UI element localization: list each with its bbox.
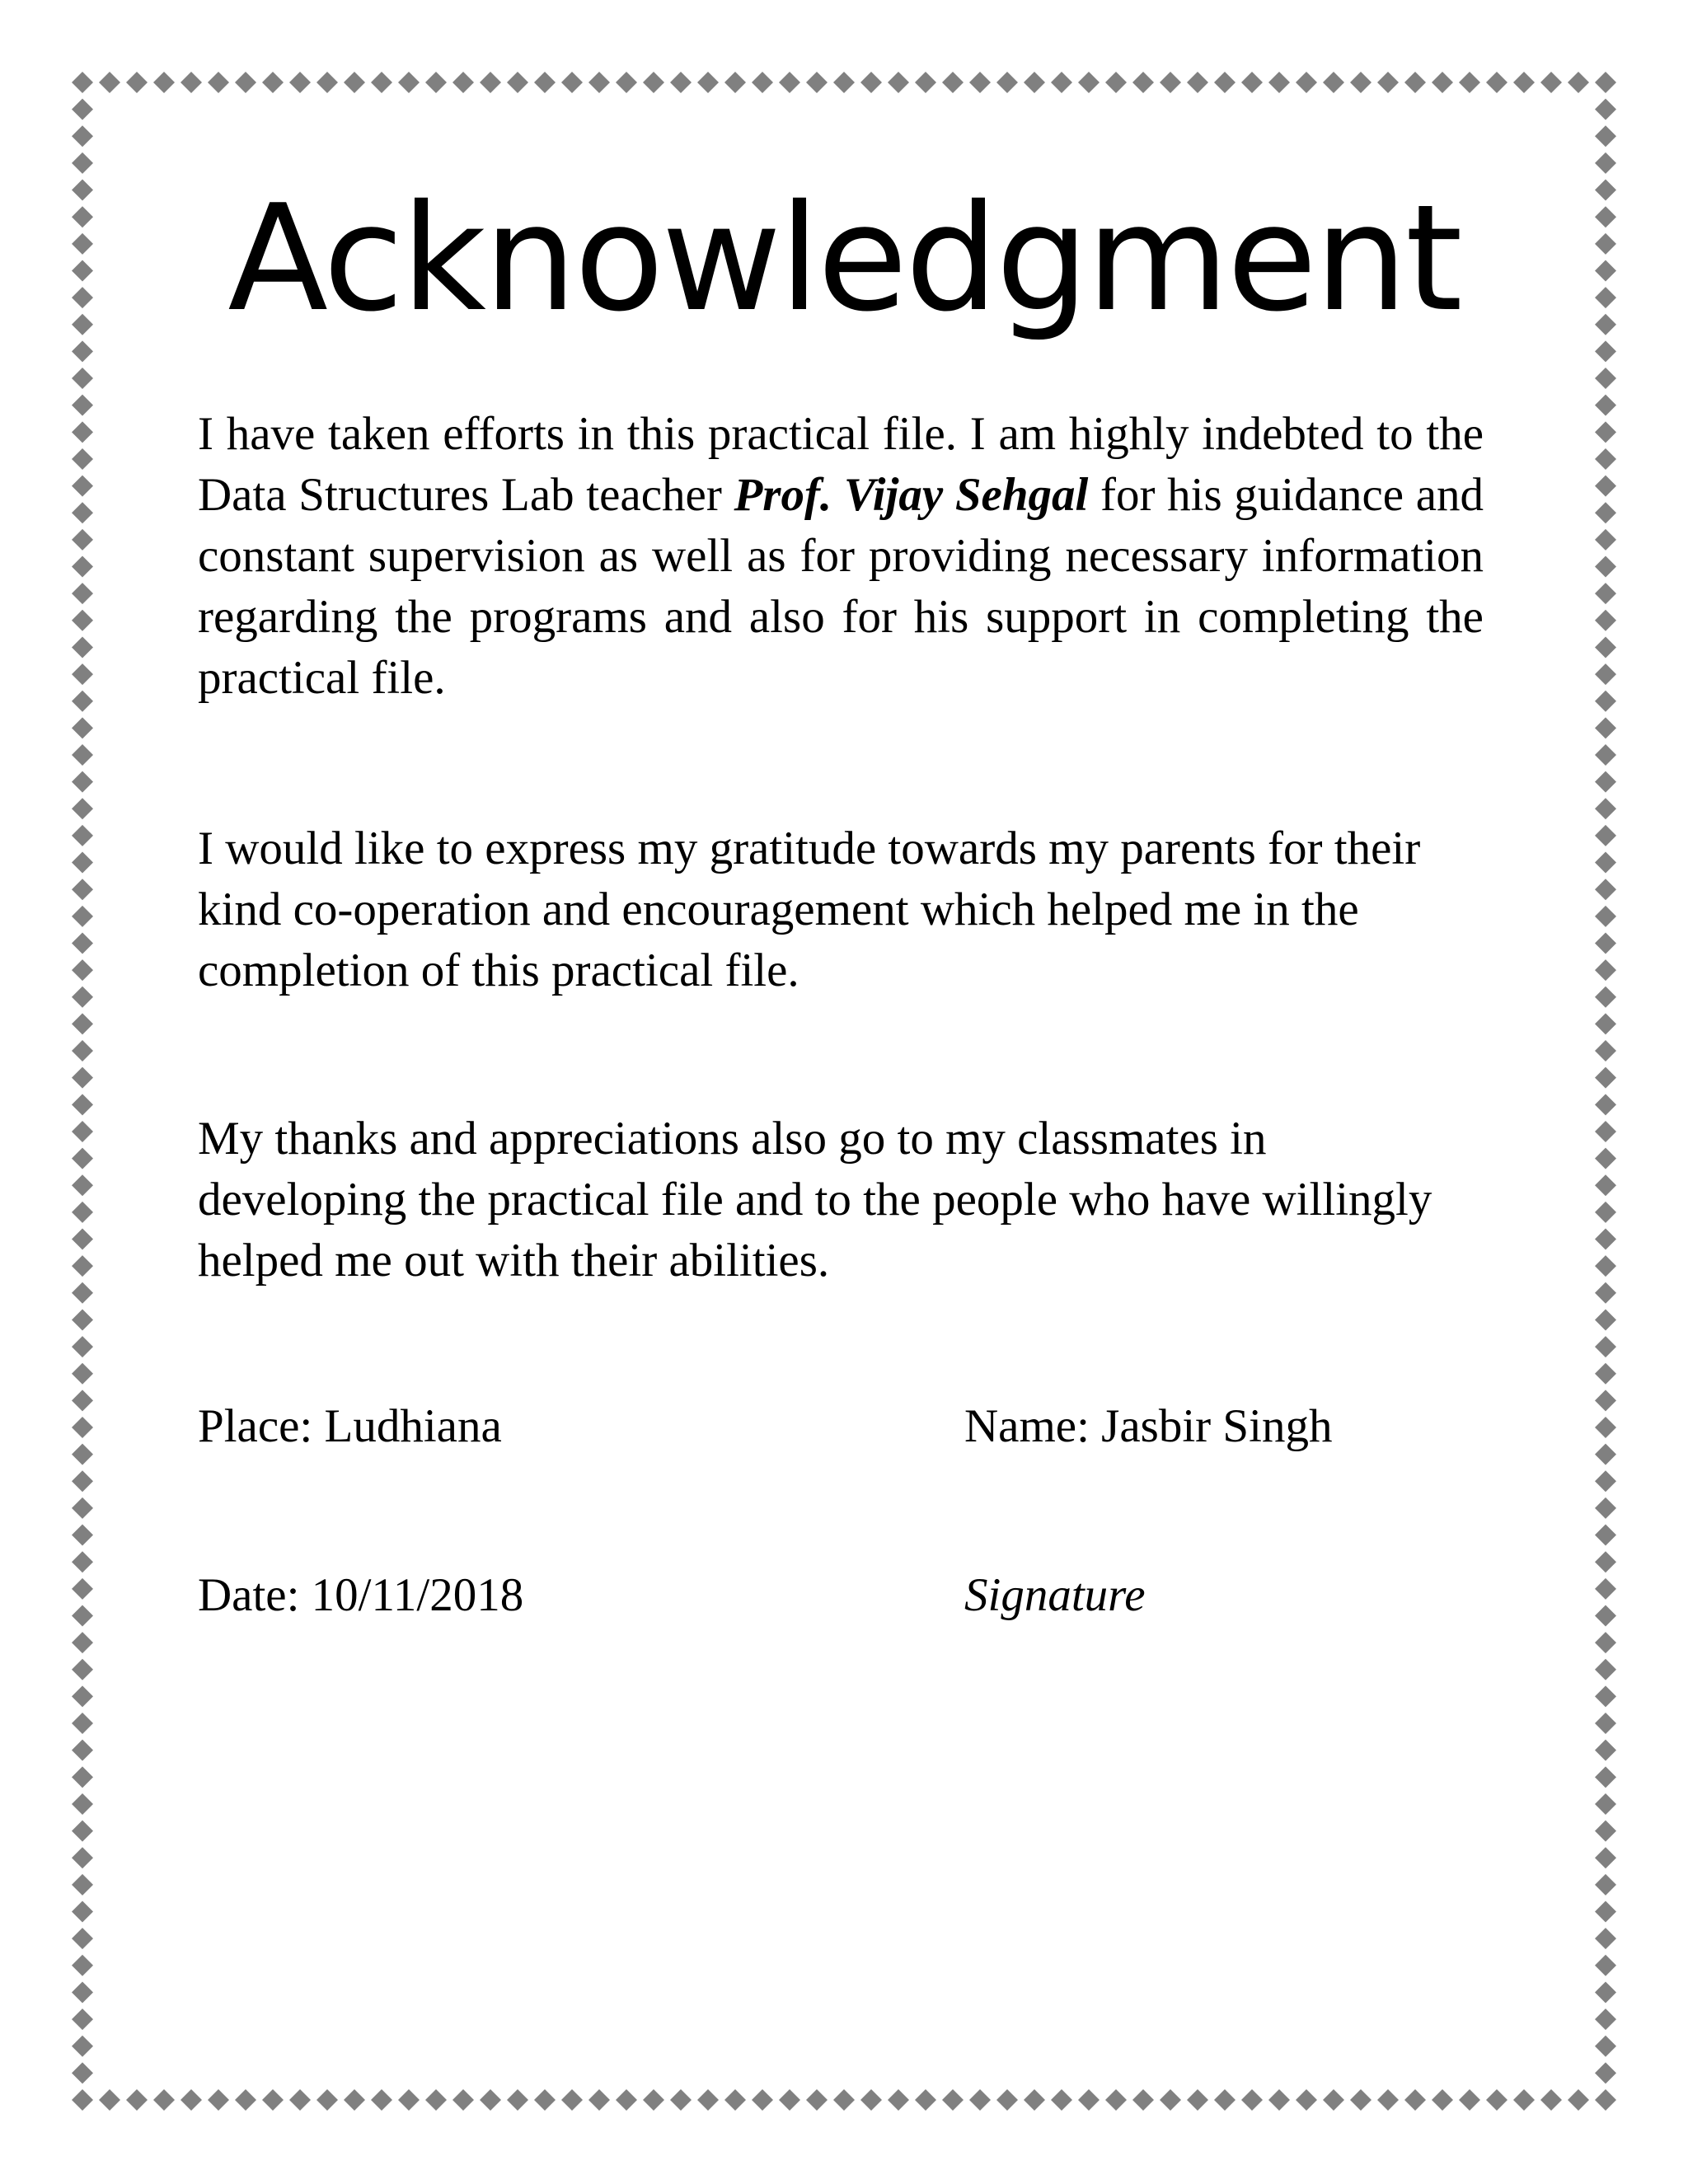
border-diamond xyxy=(72,1847,93,1868)
border-diamond xyxy=(1595,340,1616,362)
border-diamond xyxy=(1595,2008,1616,2030)
border-diamond xyxy=(72,340,93,362)
border-diamond xyxy=(72,1551,93,1572)
border-diamond xyxy=(262,2089,284,2111)
border-diamond xyxy=(72,798,93,819)
border-diamond xyxy=(289,2089,311,2111)
border-diamond xyxy=(1595,1821,1616,1842)
border-diamond xyxy=(507,72,528,93)
border-diamond xyxy=(1595,663,1616,685)
border-diamond xyxy=(806,72,828,93)
border-diamond xyxy=(670,72,692,93)
border-diamond xyxy=(425,2089,447,2111)
border-diamond xyxy=(1595,879,1616,900)
border-diamond xyxy=(1187,2089,1208,2111)
border-diamond xyxy=(1486,72,1507,93)
border-diamond xyxy=(996,72,1018,93)
border-diamond xyxy=(1241,2089,1263,2111)
border-diamond xyxy=(1268,2089,1290,2111)
border-diamond xyxy=(969,2089,991,2111)
border-diamond xyxy=(1187,72,1208,93)
border-diamond xyxy=(289,72,311,93)
border-diamond xyxy=(1595,1067,1616,1089)
border-diamond xyxy=(72,879,93,900)
border-diamond xyxy=(72,1874,93,1896)
border-diamond xyxy=(72,448,93,470)
border-diamond xyxy=(1377,72,1399,93)
border-diamond xyxy=(72,1928,93,1949)
name-label: Name: Jasbir Singh xyxy=(964,1400,1333,1452)
border-diamond xyxy=(1595,1363,1616,1385)
border-diamond xyxy=(1486,2089,1507,2111)
border-diamond xyxy=(833,2089,855,2111)
paragraph-gratitude-parents: I would like to express my gratitude towards my parents for their kind co-operation and encouragement which helped me in the completion of this practical file. xyxy=(198,823,1421,996)
border-diamond xyxy=(1595,987,1616,1008)
border-diamond xyxy=(1595,1470,1616,1492)
border-diamond xyxy=(72,1417,93,1438)
border-diamond xyxy=(72,906,93,927)
border-diamond xyxy=(534,2089,556,2111)
border-diamond xyxy=(1595,1282,1616,1304)
border-diamond xyxy=(1323,2089,1344,2111)
paragraph-thanks-classmates: My thanks and appreciations also go to my classmates in developing the practical file and to the people who have willingly helped me out with their abilities. xyxy=(198,1113,1432,1286)
border-diamond xyxy=(72,1148,93,1169)
border-diamond xyxy=(126,2089,148,2111)
border-diamond xyxy=(643,2089,664,2111)
border-diamond xyxy=(806,2089,828,2111)
border-diamond xyxy=(72,72,93,93)
border-diamond xyxy=(72,1632,93,1653)
border-diamond xyxy=(235,72,256,93)
border-diamond xyxy=(72,1713,93,1734)
border-diamond xyxy=(888,2089,909,2111)
border-diamond xyxy=(1160,72,1181,93)
border-diamond xyxy=(1132,72,1154,93)
border-diamond xyxy=(1595,1121,1616,1142)
border-diamond xyxy=(1595,1525,1616,1546)
border-diamond xyxy=(72,395,93,416)
border-diamond xyxy=(1595,1766,1616,1788)
border-diamond xyxy=(72,1309,93,1330)
border-diamond xyxy=(588,2089,610,2111)
border-diamond xyxy=(1595,1659,1616,1680)
border-diamond xyxy=(1595,1847,1616,1868)
border-diamond xyxy=(1105,2089,1127,2111)
border-diamond xyxy=(72,556,93,578)
border-diamond xyxy=(1595,556,1616,578)
border-diamond xyxy=(616,2089,637,2111)
border-diamond xyxy=(1051,2089,1072,2111)
border-diamond xyxy=(1595,125,1616,147)
teacher-name: Prof. Vijay Sehgal xyxy=(734,469,1089,521)
border-diamond xyxy=(1595,72,1616,93)
border-diamond xyxy=(697,72,719,93)
border-diamond xyxy=(72,1766,93,1788)
border-diamond xyxy=(1595,852,1616,874)
border-diamond xyxy=(72,1901,93,1923)
border-diamond xyxy=(72,825,93,846)
border-diamond xyxy=(1595,1094,1616,1115)
border-diamond xyxy=(72,1525,93,1546)
border-diamond xyxy=(752,72,773,93)
border-diamond xyxy=(72,1793,93,1815)
border-diamond xyxy=(1568,2089,1589,2111)
border-diamond xyxy=(72,1336,93,1357)
border-diamond xyxy=(235,2089,256,2111)
border-diamond xyxy=(1595,1336,1616,1357)
border-diamond xyxy=(1595,744,1616,766)
border-diamond xyxy=(72,1390,93,1411)
border-diamond xyxy=(72,610,93,631)
border-diamond xyxy=(588,72,610,93)
border-diamond xyxy=(1595,1174,1616,1196)
border-diamond xyxy=(72,2036,93,2057)
border-diamond xyxy=(1595,932,1616,954)
border-diamond xyxy=(724,72,746,93)
border-diamond xyxy=(1404,2089,1426,2111)
border-diamond xyxy=(72,1659,93,1680)
place-label: Place: Ludhiana xyxy=(198,1400,502,1452)
border-diamond xyxy=(1595,1685,1616,1707)
border-diamond xyxy=(72,1470,93,1492)
border-diamond xyxy=(996,2089,1018,2111)
border-diamond xyxy=(72,1685,93,1707)
border-diamond xyxy=(1024,2089,1045,2111)
border-diamond xyxy=(1595,1740,1616,1761)
border-diamond xyxy=(1105,72,1127,93)
border-diamond xyxy=(72,1605,93,1626)
border-diamond xyxy=(1595,1605,1616,1626)
border-diamond xyxy=(670,2089,692,2111)
border-diamond xyxy=(1350,72,1372,93)
border-diamond xyxy=(72,368,93,389)
border-diamond xyxy=(1595,1148,1616,1169)
border-diamond xyxy=(1595,1632,1616,1653)
border-diamond xyxy=(969,72,991,93)
border-diamond xyxy=(888,72,909,93)
border-diamond xyxy=(1214,72,1236,93)
page-title: Acknowledgment xyxy=(227,173,1461,344)
border-diamond xyxy=(1595,1040,1616,1062)
border-diamond xyxy=(72,852,93,874)
border-diamond xyxy=(1404,72,1426,93)
border-diamond xyxy=(1595,1981,1616,2003)
border-diamond xyxy=(452,72,474,93)
border-diamond xyxy=(1432,2089,1453,2111)
border-diamond xyxy=(1595,368,1616,389)
border-diamond xyxy=(1595,1390,1616,1411)
border-diamond xyxy=(72,1981,93,2003)
border-diamond xyxy=(208,2089,229,2111)
border-diamond xyxy=(724,2089,746,2111)
border-diamond xyxy=(1350,2089,1372,2111)
border-diamond xyxy=(534,72,556,93)
border-diamond xyxy=(1595,1793,1616,1815)
border-diamond xyxy=(208,72,229,93)
border-diamond xyxy=(1513,2089,1535,2111)
border-diamond xyxy=(860,72,882,93)
border-diamond xyxy=(1513,72,1535,93)
border-diamond xyxy=(1459,2089,1480,2111)
border-diamond xyxy=(1024,72,1045,93)
border-diamond xyxy=(262,72,284,93)
border-diamond xyxy=(72,2089,93,2111)
border-diamond xyxy=(1595,583,1616,604)
border-diamond xyxy=(1595,502,1616,523)
border-diamond xyxy=(1595,1874,1616,1896)
border-diamond xyxy=(561,72,583,93)
border-diamond xyxy=(1595,1417,1616,1438)
border-diamond xyxy=(1595,395,1616,416)
border-diamond xyxy=(72,1578,93,1600)
border-diamond xyxy=(480,2089,501,2111)
border-diamond xyxy=(1595,959,1616,981)
border-diamond xyxy=(371,2089,392,2111)
border-diamond xyxy=(1595,906,1616,927)
border-diamond xyxy=(1595,476,1616,497)
border-diamond xyxy=(371,72,392,93)
border-diamond xyxy=(72,583,93,604)
border-diamond xyxy=(316,72,338,93)
border-diamond xyxy=(1078,2089,1100,2111)
border-diamond xyxy=(452,2089,474,2111)
border-diamond xyxy=(1323,72,1344,93)
border-diamond xyxy=(833,72,855,93)
border-diamond xyxy=(1595,529,1616,551)
border-diamond xyxy=(72,2062,93,2083)
border-diamond xyxy=(1160,2089,1181,2111)
border-diamond xyxy=(752,2089,773,2111)
border-diamond xyxy=(507,2089,528,2111)
border-diamond xyxy=(72,125,93,147)
signature-label: Signature xyxy=(964,1569,1146,1621)
border-diamond xyxy=(72,1121,93,1142)
border-diamond xyxy=(860,2089,882,2111)
border-diamond xyxy=(1595,1255,1616,1277)
border-diamond xyxy=(643,72,664,93)
border-diamond xyxy=(344,72,365,93)
border-diamond xyxy=(72,663,93,685)
border-diamond xyxy=(1241,72,1263,93)
border-diamond xyxy=(72,1202,93,1223)
border-diamond xyxy=(72,1229,93,1250)
paragraph-1-start: I have taken efforts in this practical file. I am highly indebted to the Data Structures Lab teacher xyxy=(198,408,1484,521)
border-diamond xyxy=(1595,1551,1616,1572)
border-diamond xyxy=(1377,2089,1399,2111)
border-diamond xyxy=(1595,1497,1616,1519)
border-diamond xyxy=(72,717,93,738)
border-diamond xyxy=(1595,1955,1616,1976)
border-diamond xyxy=(72,1013,93,1034)
border-diamond xyxy=(398,72,420,93)
border-diamond xyxy=(1595,1309,1616,1330)
date-label: Date: 10/11/2018 xyxy=(198,1569,524,1621)
border-diamond xyxy=(72,1282,93,1304)
border-diamond xyxy=(72,691,93,712)
border-diamond xyxy=(1595,1928,1616,1949)
border-diamond xyxy=(398,2089,420,2111)
border-diamond xyxy=(344,2089,365,2111)
border-diamond xyxy=(1540,72,1562,93)
border-diamond xyxy=(1595,2062,1616,2083)
border-diamond xyxy=(616,72,637,93)
border-diamond xyxy=(72,1363,93,1385)
border-diamond xyxy=(1595,448,1616,470)
border-diamond xyxy=(915,2089,936,2111)
border-diamond xyxy=(72,476,93,497)
border-diamond xyxy=(72,1955,93,1976)
border-diamond xyxy=(942,72,964,93)
border-diamond xyxy=(72,1444,93,1465)
border-diamond xyxy=(181,2089,202,2111)
border-diamond xyxy=(561,2089,583,2111)
border-diamond xyxy=(72,421,93,443)
border-diamond xyxy=(1568,72,1589,93)
border-diamond xyxy=(1595,825,1616,846)
border-diamond xyxy=(1595,421,1616,443)
border-diamond xyxy=(72,1174,93,1196)
border-diamond xyxy=(1296,72,1317,93)
paragraph-indebted xyxy=(198,404,1484,709)
border-diamond xyxy=(1595,2036,1616,2057)
border-diamond xyxy=(1595,798,1616,819)
border-diamond xyxy=(1132,2089,1154,2111)
border-diamond xyxy=(72,152,93,174)
border-diamond xyxy=(153,72,175,93)
border-diamond xyxy=(99,72,120,93)
border-diamond xyxy=(1595,1202,1616,1223)
border-diamond xyxy=(72,636,93,658)
border-diamond xyxy=(1595,1713,1616,1734)
border-diamond xyxy=(425,72,447,93)
border-diamond xyxy=(72,99,93,120)
border-diamond xyxy=(72,1040,93,1062)
border-diamond xyxy=(72,959,93,981)
paragraph-1-end: for his guidance and constant supervision as well as for providing necessary information regarding the programs and also for his support in completing the practical file. xyxy=(198,469,1484,704)
border-diamond xyxy=(1078,72,1100,93)
border-diamond xyxy=(1051,72,1072,93)
border-diamond xyxy=(1214,2089,1236,2111)
border-diamond xyxy=(72,744,93,766)
border-diamond xyxy=(1595,152,1616,174)
border-diamond xyxy=(72,529,93,551)
border-diamond xyxy=(1595,99,1616,120)
border-diamond xyxy=(181,72,202,93)
border-diamond xyxy=(1595,1229,1616,1250)
border-diamond xyxy=(99,2089,120,2111)
border-diamond xyxy=(153,2089,175,2111)
border-diamond xyxy=(1595,771,1616,793)
border-diamond xyxy=(72,502,93,523)
border-diamond xyxy=(1432,72,1453,93)
border-diamond xyxy=(1595,691,1616,712)
border-diamond xyxy=(1595,1901,1616,1923)
border-diamond xyxy=(1595,1578,1616,1600)
border-diamond xyxy=(779,72,800,93)
border-diamond xyxy=(1595,610,1616,631)
border-diamond xyxy=(72,987,93,1008)
border-diamond xyxy=(1595,1444,1616,1465)
border-diamond xyxy=(72,1740,93,1761)
border-diamond xyxy=(1296,2089,1317,2111)
border-diamond xyxy=(1459,72,1480,93)
border-diamond xyxy=(72,771,93,793)
border-diamond xyxy=(480,72,501,93)
border-diamond xyxy=(1595,717,1616,738)
border-diamond xyxy=(697,2089,719,2111)
border-diamond xyxy=(72,1067,93,1089)
border-diamond xyxy=(72,1821,93,1842)
border-diamond xyxy=(1540,2089,1562,2111)
border-diamond xyxy=(316,2089,338,2111)
border-diamond xyxy=(72,1094,93,1115)
border-diamond xyxy=(942,2089,964,2111)
border-diamond xyxy=(1595,2089,1616,2111)
border-diamond xyxy=(1595,1013,1616,1034)
border-diamond xyxy=(915,72,936,93)
border-diamond xyxy=(72,1497,93,1519)
border-diamond xyxy=(72,932,93,954)
border-diamond xyxy=(72,1255,93,1277)
border-diamond xyxy=(1268,72,1290,93)
border-diamond xyxy=(126,72,148,93)
border-diamond xyxy=(779,2089,800,2111)
border-diamond xyxy=(1595,636,1616,658)
border-diamond xyxy=(72,2008,93,2030)
